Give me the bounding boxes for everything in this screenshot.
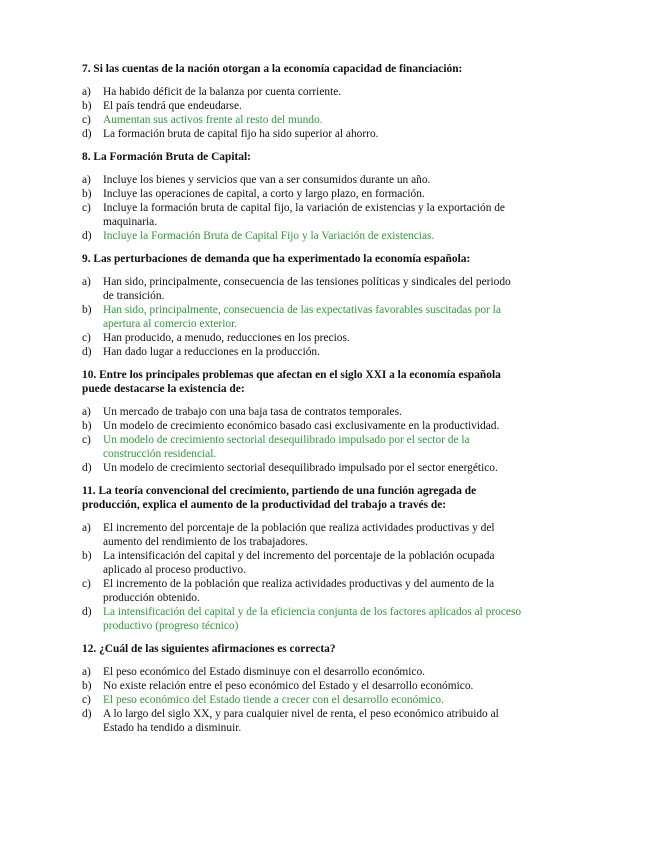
option-text: El incremento del porcentaje de la población que realiza actividades productivas y del aumento del rendimiento de los trabajadores. xyxy=(103,522,495,548)
answer-option xyxy=(82,187,522,201)
answer-option xyxy=(82,331,522,345)
answer-option xyxy=(82,127,522,141)
question-block xyxy=(82,150,522,243)
answer-options xyxy=(82,275,522,359)
option-text: El peso económico del Estado tiende a crecer con el desarrollo económico. xyxy=(103,694,444,706)
answer-option xyxy=(82,679,522,693)
option-text: Ha habido déficit de la balanza por cuenta corriente. xyxy=(103,86,342,98)
option-letter: c) xyxy=(82,578,91,590)
option-letter: d) xyxy=(82,128,92,140)
answer-option xyxy=(82,461,522,475)
option-letter: a) xyxy=(82,174,91,186)
option-letter: d) xyxy=(82,606,92,618)
question-title: 11. La teoría convencional del crecimiento, partiendo de una función agregada de producción, explica el aumento de la productividad del trabajo a través de: xyxy=(82,485,477,511)
question-title: 8. La Formación Bruta de Capital: xyxy=(82,151,251,163)
option-text: Incluye los bienes y servicios que van a ser consumidos durante un año. xyxy=(103,174,431,186)
option-letter: b) xyxy=(82,188,92,200)
answer-option xyxy=(82,85,522,99)
option-text: Un mercado de trabajo con una baja tasa de contratos temporales. xyxy=(103,406,402,418)
answer-option xyxy=(82,173,522,187)
option-letter: d) xyxy=(82,346,92,358)
option-letter: a) xyxy=(82,276,91,288)
option-letter: c) xyxy=(82,114,91,126)
option-text: A lo largo del siglo XX, y para cualquier nivel de renta, el peso económico atribuido al Estado ha tendido a disminuir. xyxy=(103,708,499,734)
document-page xyxy=(82,62,522,744)
question-title: 10. Entre los principales problemas que afectan en el siglo XXI a la economía española puede destacarse la existencia de: xyxy=(82,369,501,395)
option-text: Han dado lugar a reducciones en la producción. xyxy=(103,346,320,358)
question-block xyxy=(82,484,522,633)
question-block xyxy=(82,642,522,735)
question-block xyxy=(82,62,522,141)
answer-options xyxy=(82,173,522,243)
option-text: El peso económico del Estado disminuye con el desarrollo económico. xyxy=(103,666,426,678)
question-block xyxy=(82,368,522,475)
option-text: Un modelo de crecimiento económico basado casi exclusivamente en la productividad. xyxy=(103,420,500,432)
option-letter: b) xyxy=(82,420,92,432)
question-block xyxy=(82,252,522,359)
option-text: No existe relación entre el peso económico del Estado y el desarrollo económico. xyxy=(103,680,474,692)
question-title: 12. ¿Cuál de las siguientes afirmaciones es correcta? xyxy=(82,643,336,655)
option-letter: c) xyxy=(82,434,91,446)
option-letter: a) xyxy=(82,86,91,98)
option-letter: a) xyxy=(82,522,91,534)
answer-option xyxy=(82,275,522,303)
question-title: 7. Si las cuentas de la nación otorgan a la economía capacidad de financiación: xyxy=(82,63,463,75)
answer-option-correct xyxy=(82,605,522,633)
option-text: La intensificación del capital y del incremento del porcentaje de la población ocupada aplicado al proceso productivo. xyxy=(103,550,495,576)
option-letter: d) xyxy=(82,462,92,474)
option-text: Un modelo de crecimiento sectorial desequilibrado impulsado por el sector de la construcción residencial. xyxy=(103,434,470,460)
answer-option-correct xyxy=(82,229,522,243)
answer-option xyxy=(82,549,522,577)
option-letter: d) xyxy=(82,230,92,242)
option-text: La intensificación del capital y de la eficiencia conjunta de los factores aplicados al proceso productivo (progreso técnico) xyxy=(103,606,522,632)
option-text: Incluye las operaciones de capital, a corto y largo plazo, en formación. xyxy=(103,188,425,200)
option-letter: b) xyxy=(82,680,92,692)
answer-option xyxy=(82,345,522,359)
answer-option xyxy=(82,665,522,679)
answer-options xyxy=(82,521,522,633)
option-text: Incluye la Formación Bruta de Capital Fijo y la Variación de existencias. xyxy=(103,230,435,242)
option-text: La formación bruta de capital fijo ha sido superior al ahorro. xyxy=(103,128,379,140)
option-text: Han sido, principalmente, consecuencia de las tensiones políticas y sindicales del periodo de transición. xyxy=(103,276,511,302)
option-text: Han producido, a menudo, reducciones en los precios. xyxy=(103,332,350,344)
option-letter: a) xyxy=(82,406,91,418)
answer-option-correct xyxy=(82,303,522,331)
answer-option xyxy=(82,521,522,549)
option-letter: b) xyxy=(82,304,92,316)
answer-options xyxy=(82,665,522,735)
answer-option-correct xyxy=(82,433,522,461)
question-title: 9. Las perturbaciones de demanda que ha experimentado la economía española: xyxy=(82,253,471,265)
option-text: El incremento de la población que realiza actividades productivas y del aumento de la producción obtenido. xyxy=(103,578,495,604)
option-letter: b) xyxy=(82,100,92,112)
option-letter: b) xyxy=(82,550,92,562)
answer-option xyxy=(82,405,522,419)
option-text: El país tendrá que endeudarse. xyxy=(103,100,242,112)
answer-option-correct xyxy=(82,693,522,707)
answer-option xyxy=(82,201,522,229)
option-letter: d) xyxy=(82,708,92,720)
answer-option xyxy=(82,577,522,605)
answer-option xyxy=(82,419,522,433)
option-text: Un modelo de crecimiento sectorial desequilibrado impulsado por el sector energético. xyxy=(103,462,498,474)
answer-options xyxy=(82,85,522,141)
option-letter: a) xyxy=(82,666,91,678)
answer-options xyxy=(82,405,522,475)
option-letter: c) xyxy=(82,694,91,706)
option-text: Han sido, principalmente, consecuencia de las expectativas favorables suscitadas por la apertura al comercio exterior. xyxy=(103,304,501,330)
option-letter: c) xyxy=(82,202,91,214)
option-letter: c) xyxy=(82,332,91,344)
answer-option-correct xyxy=(82,113,522,127)
answer-option xyxy=(82,99,522,113)
option-text: Aumentan sus activos frente al resto del mundo. xyxy=(103,114,323,126)
answer-option xyxy=(82,707,522,735)
option-text: Incluye la formación bruta de capital fijo, la variación de existencias y la exportación de maquinaria. xyxy=(103,202,505,228)
